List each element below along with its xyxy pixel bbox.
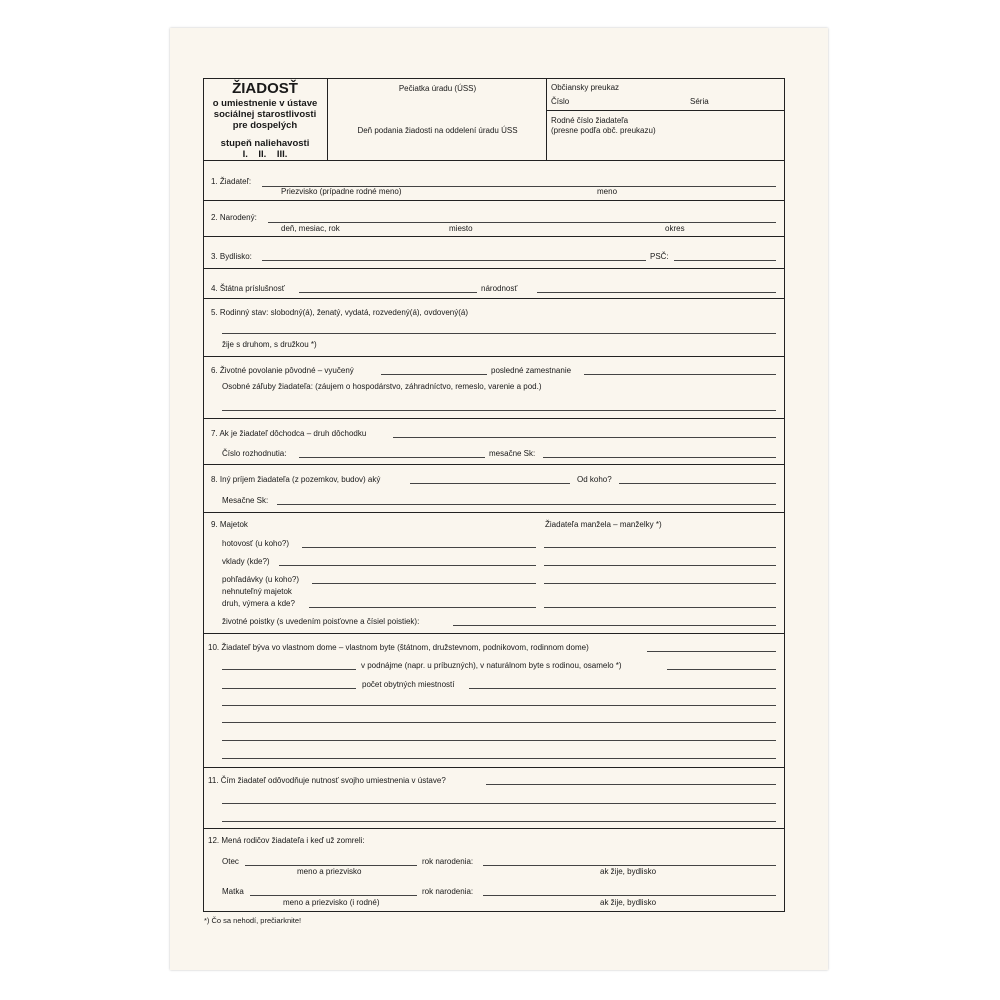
- s3-psc-field[interactable]: [674, 260, 776, 261]
- s8-monthly-label: Mesačne Sk:: [222, 496, 269, 505]
- s4-nationality-label: národnosť: [481, 284, 518, 293]
- s10-rooms-field-left[interactable]: [222, 688, 356, 689]
- header-divider-2: [546, 78, 547, 160]
- s7-decision-label: Číslo rozhodnutia:: [222, 449, 287, 458]
- birth-number-note: (presne podľa obč. preukazu): [551, 126, 656, 135]
- section-divider-8: [203, 512, 785, 513]
- s6-hobbies-label: Osobné záľuby žiadateľa: (záujem o hospodárstvo, záhradníctvo, remeslo, varenie a pod.): [222, 382, 542, 391]
- s10-rent-field-left[interactable]: [222, 669, 356, 670]
- footnote: *) Čo sa nehodí, prečiarknite!: [204, 916, 302, 925]
- stamp-label: Pečiatka úradu (ÚSS): [398, 84, 477, 93]
- section-divider-3: [203, 268, 785, 269]
- id-card-label: Občiansky preukaz: [551, 83, 620, 92]
- s7-monthly-field[interactable]: [543, 457, 776, 458]
- s3-psc-label: PSČ:: [650, 252, 669, 261]
- s10-label: 10. Žiadateľ býva vo vlastnom dome – vlastnom byte (štátnom, družstevnom, podnikovom, rodinnom dome): [208, 643, 589, 652]
- s9-insurance-field[interactable]: [453, 625, 776, 626]
- section-divider-header: [203, 160, 785, 161]
- urgency-label: stupeň naliehavosti: [220, 138, 310, 149]
- s1-surname-sub: Priezvisko (prípadne rodné meno): [281, 187, 402, 196]
- form-subtitle-line-1: o umiestnenie v ústave: [212, 98, 318, 109]
- section-divider-11: [203, 828, 785, 829]
- section-divider-9: [203, 633, 785, 634]
- s12-father-label: Otec: [222, 857, 239, 866]
- s6-last-job-field[interactable]: [584, 374, 776, 375]
- s2-birth-field[interactable]: [268, 222, 776, 223]
- s9-deposits-field[interactable]: [279, 565, 536, 566]
- form-title: ŽIADOSŤ: [232, 80, 298, 97]
- s6-hobbies-line-1[interactable]: [222, 410, 776, 411]
- form-frame: [203, 78, 785, 912]
- s4-nationality-field[interactable]: [537, 292, 776, 293]
- section-divider-1: [203, 200, 785, 201]
- form-subtitle-line-3: pre dospelých: [232, 120, 298, 131]
- s5-partner-label: žije s druhom, s družkou *): [222, 340, 317, 349]
- s5-line-1[interactable]: [222, 333, 776, 334]
- s1-label: 1. Žiadateľ:: [211, 177, 252, 186]
- section-divider-7: [203, 464, 785, 465]
- s10-rooms-field-right[interactable]: [469, 688, 776, 689]
- s8-income-field[interactable]: [410, 483, 570, 484]
- s4-citizenship-field[interactable]: [299, 292, 477, 293]
- s12-mother-label: Matka: [222, 887, 244, 896]
- s9-cash-field[interactable]: [302, 547, 536, 548]
- s7-decision-field[interactable]: [299, 457, 485, 458]
- s8-from-field[interactable]: [619, 483, 776, 484]
- s2-label: 2. Narodený:: [211, 213, 257, 222]
- s11-reason-field[interactable]: [486, 784, 776, 785]
- s9-cash-spouse-field[interactable]: [544, 547, 776, 548]
- s8-from-label: Od koho?: [577, 475, 612, 484]
- s9-insurance-label: životné poistky (s uvedením poisťovne a čísiel poistiek):: [222, 617, 420, 626]
- s12-father-name-field[interactable]: [245, 865, 417, 866]
- s12-father-name-sub: meno a priezvisko: [297, 867, 362, 876]
- s10-line-1[interactable]: [222, 705, 776, 706]
- s9-real-estate-field[interactable]: [309, 607, 536, 608]
- section-divider-10: [203, 767, 785, 768]
- header-divider-1: [327, 78, 328, 160]
- s9-deposits-spouse-field[interactable]: [544, 565, 776, 566]
- s7-monthly-label: mesačne Sk:: [489, 449, 536, 458]
- section-divider-4: [203, 298, 785, 299]
- s12-father-alive-sub: ak žije, bydlisko: [600, 867, 657, 876]
- section-divider-6: [203, 418, 785, 419]
- s2-district-sub: okres: [665, 224, 685, 233]
- s9-receivables-label: pohľadávky (u koho?): [222, 575, 300, 584]
- s4-label: 4. Štátna príslušnosť: [211, 284, 285, 293]
- id-series-label: Séria: [690, 97, 709, 106]
- id-number-label: Číslo: [551, 97, 570, 106]
- s9-deposits-label: vklady (kde?): [222, 557, 270, 566]
- s12-mother-name-field[interactable]: [250, 895, 417, 896]
- s7-pension-type-field[interactable]: [393, 437, 776, 438]
- s2-date-sub: deň, mesiac, rok: [281, 224, 340, 233]
- s9-real-estate-label-2: druh, výmera a kde?: [222, 599, 295, 608]
- s10-rent-label: v podnájme (napr. u príbuzných), v naturálnom byte s rodinou, osamelo *): [361, 661, 622, 670]
- s11-line-1[interactable]: [222, 803, 776, 804]
- s10-own-home-field[interactable]: [647, 651, 776, 652]
- section-divider-5: [203, 356, 785, 357]
- s10-line-2[interactable]: [222, 722, 776, 723]
- s12-label: 12. Mená rodičov žiadateľa i keď už zomreli:: [208, 836, 365, 845]
- s9-receivables-spouse-field[interactable]: [544, 583, 776, 584]
- s10-line-3[interactable]: [222, 740, 776, 741]
- s6-label: 6. Životné povolanie pôvodné – vyučený: [211, 366, 354, 375]
- s12-mother-birth-label: rok narodenia:: [422, 887, 474, 896]
- birth-number-label: Rodné číslo žiadateľa: [551, 116, 629, 125]
- s10-line-4[interactable]: [222, 758, 776, 759]
- s6-last-job-label: posledné zamestnanie: [491, 366, 572, 375]
- form-subtitle-line-2: sociálnej starostlivosti: [213, 109, 317, 120]
- section-divider-2: [203, 236, 785, 237]
- s12-father-birth-label: rok narodenia:: [422, 857, 474, 866]
- s3-label: 3. Bydlisko:: [211, 252, 252, 261]
- s9-cash-label: hotovosť (u koho?): [222, 539, 290, 548]
- s6-profession-field[interactable]: [381, 374, 487, 375]
- s10-rooms-label: počet obytných miestností: [362, 680, 455, 689]
- s2-place-sub: miesto: [449, 224, 473, 233]
- s9-spouse-label: Žiadateľa manžela – manželky *): [545, 520, 662, 529]
- s11-label: 11. Čím žiadateľ odôvodňuje nutnosť svojho umiestnenia v ústave?: [208, 776, 446, 785]
- s9-real-estate-spouse-field[interactable]: [544, 607, 776, 608]
- submit-date-label: Deň podania žiadosti na oddelení úradu ÚSS: [357, 126, 518, 135]
- s3-address-field[interactable]: [262, 260, 646, 261]
- s8-label: 8. Iný príjem žiadateľa (z pozemkov, budov) aký: [211, 475, 381, 484]
- s12-mother-alive-sub: ak žije, bydlisko: [600, 898, 657, 907]
- s1-name-sub: meno: [597, 187, 618, 196]
- s12-mother-birth-field[interactable]: [483, 895, 776, 896]
- s9-real-estate-label-1: nehnuteľný majetok: [222, 587, 292, 596]
- s11-line-2[interactable]: [222, 821, 776, 822]
- urgency-levels: I. II. III.: [242, 149, 288, 160]
- s12-mother-name-sub: meno a priezvisko (i rodné): [283, 898, 380, 907]
- s5-label: 5. Rodinný stav: slobodný(á), ženatý, vydatá, rozvedený(á), ovdovený(á): [211, 308, 469, 317]
- s10-rent-field-right[interactable]: [667, 669, 776, 670]
- s8-monthly-field[interactable]: [277, 504, 776, 505]
- s7-label: 7. Ak je žiadateľ dôchodca – druh dôchodku: [211, 429, 367, 438]
- s9-label: 9. Majetok: [211, 520, 248, 529]
- s12-father-birth-field[interactable]: [483, 865, 776, 866]
- s9-receivables-field[interactable]: [312, 583, 536, 584]
- header-divider-right: [546, 110, 785, 111]
